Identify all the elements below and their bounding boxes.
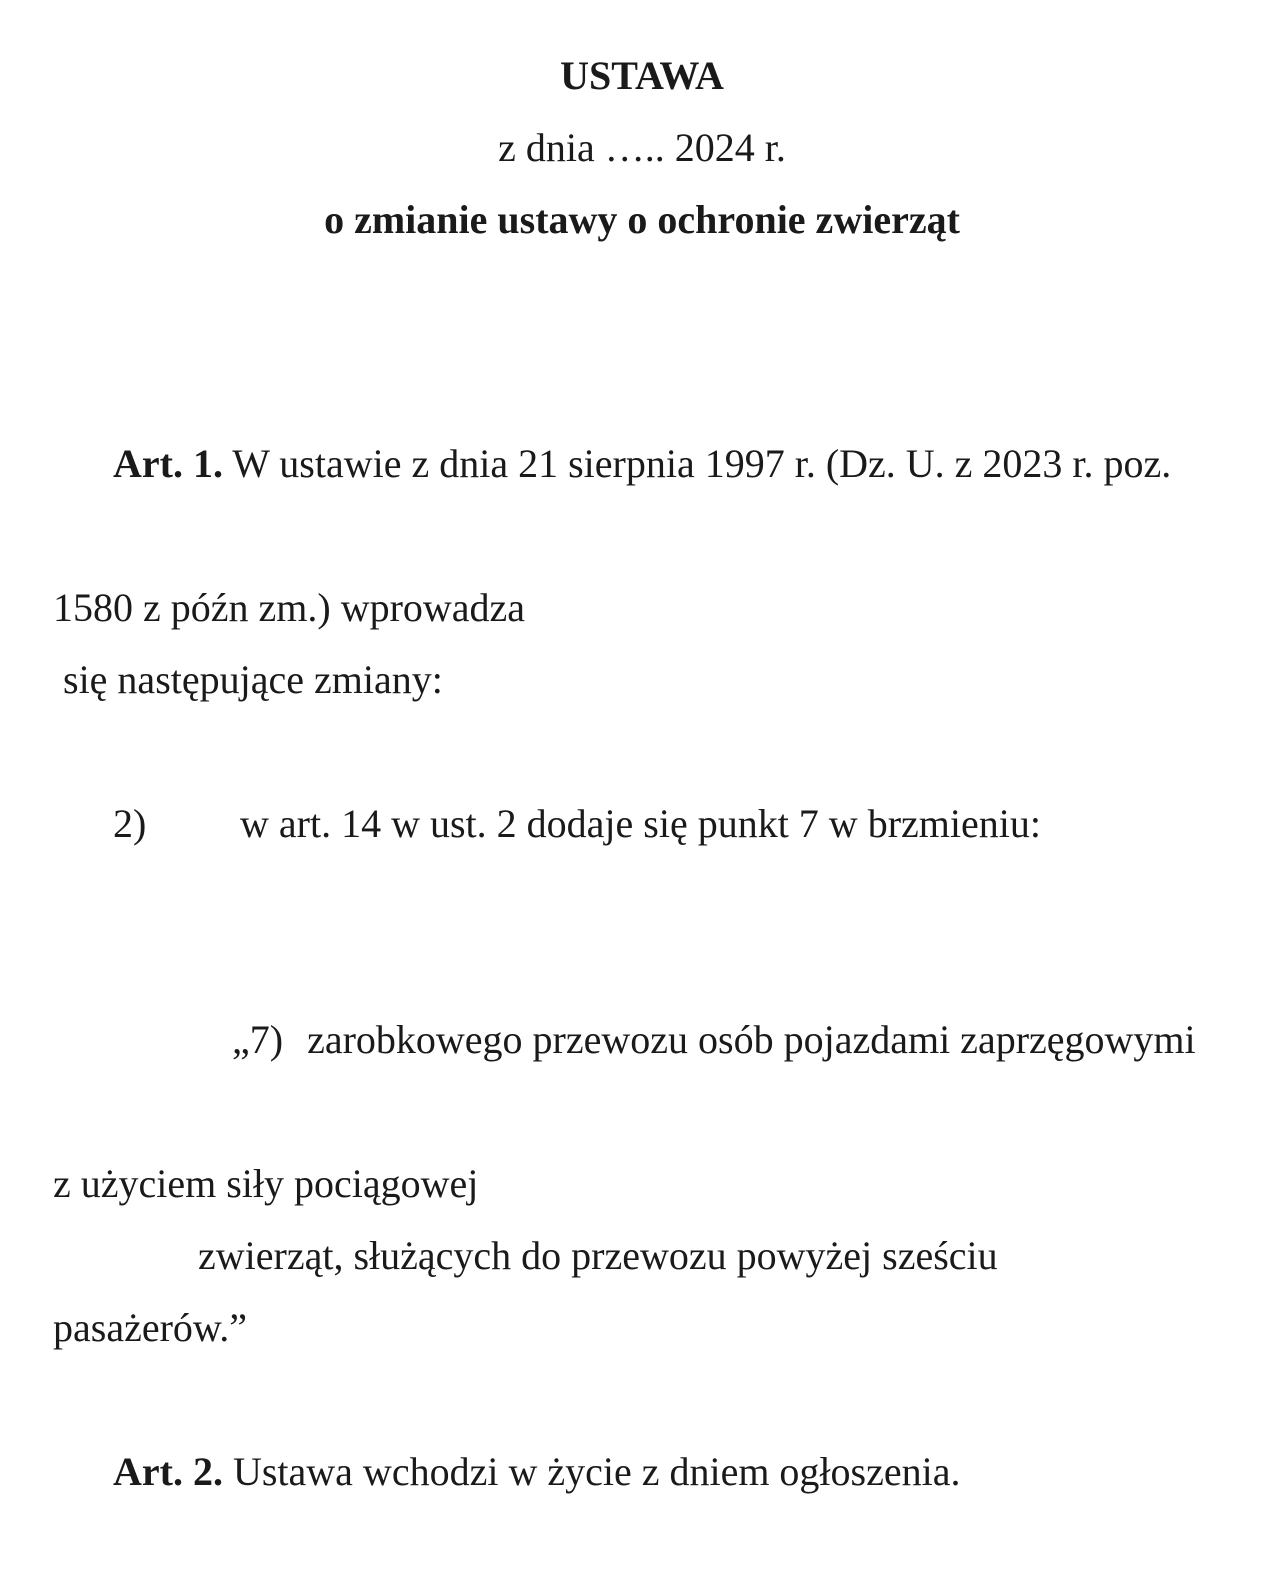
- art1-line1: [53, 356, 1254, 572]
- point7-line1: [53, 932, 1254, 1148]
- art1-line3: się następujące zmiany:: [63, 657, 443, 702]
- point7-number: „7): [232, 1017, 284, 1062]
- art1-label: Art. 1.: [113, 441, 223, 486]
- document-date-line: z dnia ….. 2024 r.: [498, 125, 786, 170]
- document-subtitle: o zmianie ustawy o ochronie zwierząt: [324, 197, 960, 242]
- point7-line4: pasażerów.”: [53, 1305, 247, 1350]
- document-body: [53, 356, 1254, 1580]
- art2-label: Art. 2.: [113, 1449, 223, 1494]
- art2-text: Ustawa wchodzi w życie z dniem ogłoszenia.: [222, 1449, 961, 1494]
- point7-line2: z użyciem siły pociągowej: [53, 1161, 479, 1206]
- point7-line3: zwierząt, służących do przewozu powyżej sześciu: [198, 1233, 998, 1278]
- point2-number: 2): [113, 801, 147, 846]
- document-header: [53, 40, 1254, 256]
- art1-line2: 1580 z późn zm.) wprowadza: [53, 585, 526, 630]
- art2-line: [53, 1364, 1254, 1580]
- point2-text: w art. 14 w ust. 2 dodaje się punkt 7 w brzmieniu:: [240, 801, 1041, 846]
- point2-line: [53, 716, 1254, 932]
- document-title: USTAWA: [560, 53, 724, 98]
- art1-line1-text: W ustawie z dnia 21 sierpnia 1997 r. (Dz. U. z 2023 r. poz.: [222, 441, 1172, 486]
- point7-line1-text: zarobkowego przewozu osób pojazdami zaprzęgowymi: [307, 1017, 1196, 1062]
